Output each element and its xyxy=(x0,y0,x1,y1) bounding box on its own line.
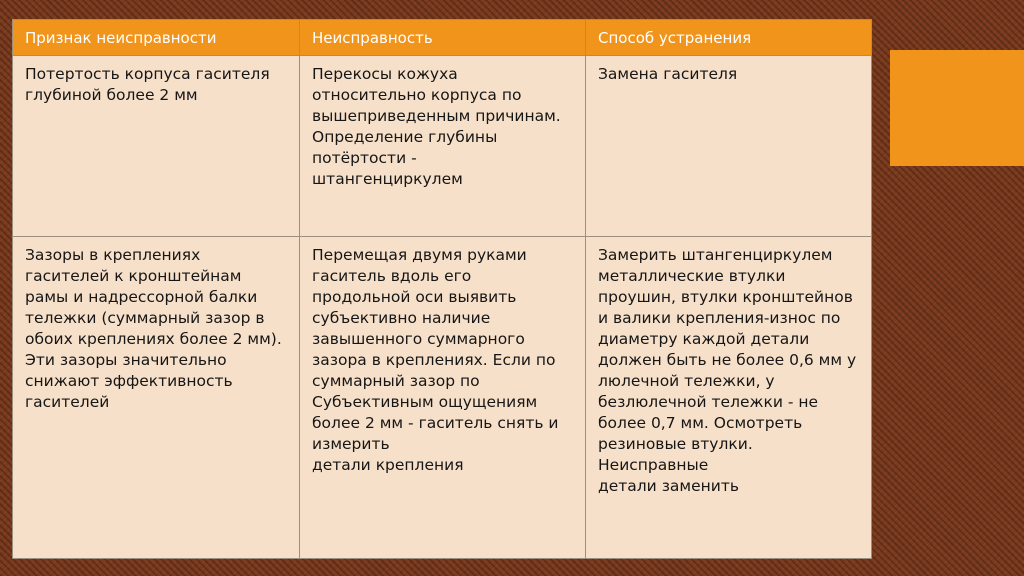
cell-remedy: Замерить штангенциркулем металлические втулки проушин, втулки кронштейнов и валики крепления-износ по диаметру каждой детали должен быть не более 0,6 мм у люлечной тележки, у безлюлечной тележки - не более 0,7 мм. Осмотреть резиновые втулки. Неисправные детали заменить xyxy=(586,237,872,559)
table-row xyxy=(13,237,872,559)
decorative-accent-block xyxy=(890,50,1024,166)
fault-table xyxy=(12,19,872,559)
cell-fault: Перемещая двумя руками гаситель вдоль его продольной оси выявить субъективно наличие завышенного суммарного зазора в креплениях. Если по суммарный зазор по Субъективным ощущениям более 2 мм - гаситель снять и измерить детали крепления xyxy=(300,237,586,559)
header-symptom: Признак неисправности xyxy=(13,20,300,56)
header-remedy: Способ устранения xyxy=(586,20,872,56)
cell-remedy: Замена гасителя xyxy=(586,56,872,237)
header-fault: Неисправность xyxy=(300,20,586,56)
cell-fault: Перекосы кожуха относительно корпуса по вышеприведенным причинам. Определение глубины потёртости - штангенциркулем xyxy=(300,56,586,237)
table-row xyxy=(13,56,872,237)
cell-symptom: Потертость корпуса гасителя глубиной более 2 мм xyxy=(13,56,300,237)
table-header-row xyxy=(13,20,872,56)
cell-symptom: Зазоры в креплениях гасителей к кронштейнам рамы и надрессорной балки тележки (суммарный зазор в обоих креплениях более 2 мм). Эти зазоры значительно снижают эффективность гасителей xyxy=(13,237,300,559)
